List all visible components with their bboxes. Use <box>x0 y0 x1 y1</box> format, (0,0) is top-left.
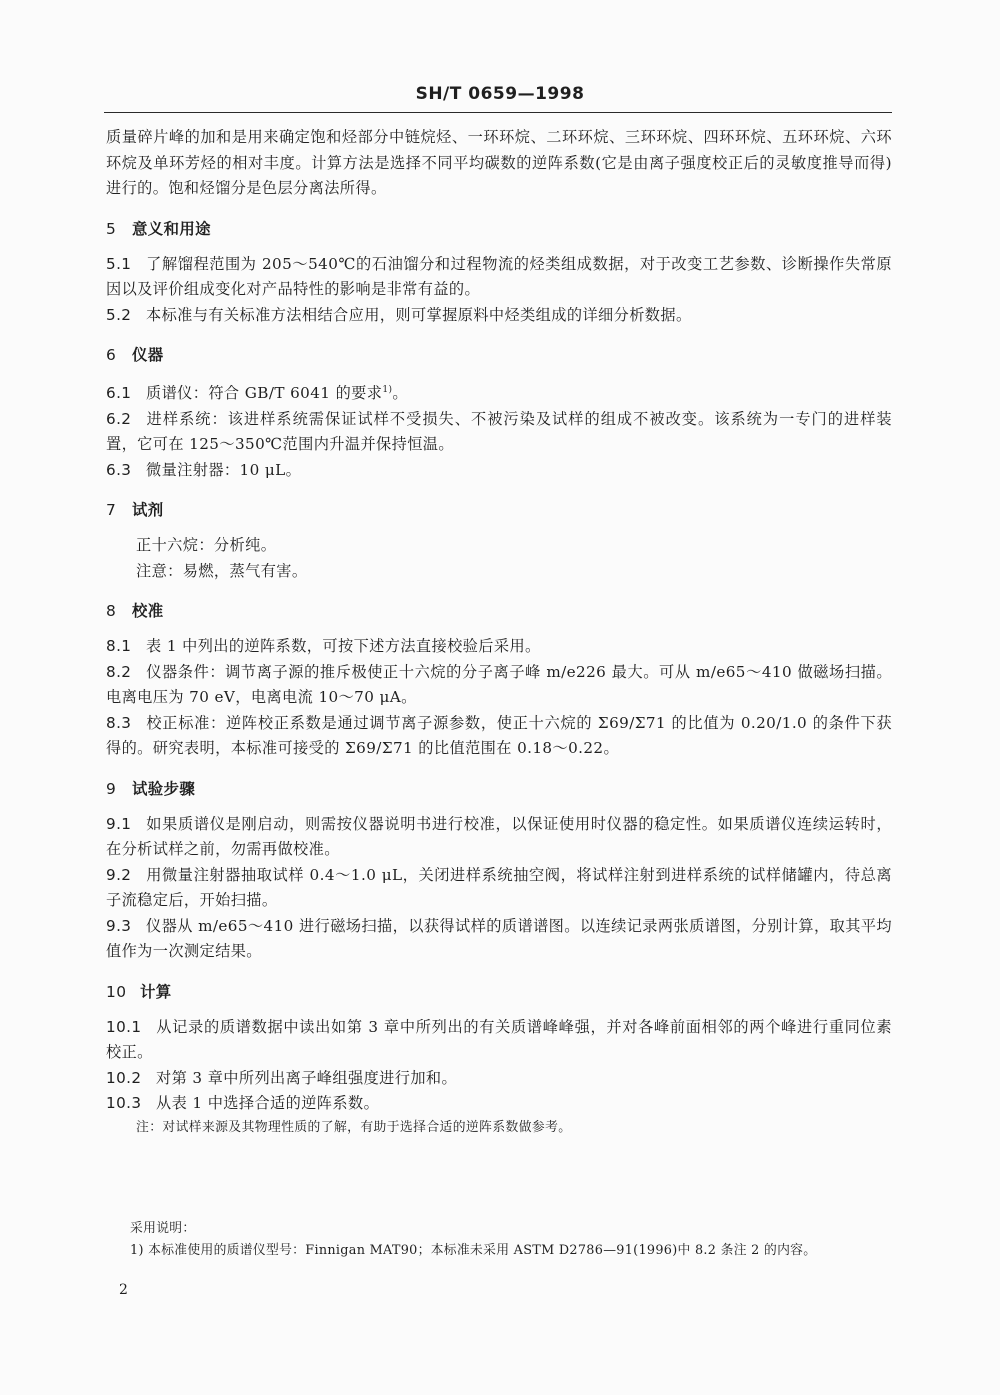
clause-6-1: 6.1 质谱仪：符合 GB/T 6041 的要求$^{1)}$。 <box>106 384 409 403</box>
clause-10-1: 10.1 从记录的质谱数据中读出如第 3 章中所列出的有关质谱峰峰强，并对各峰前面相邻的两个峰进行重同位素校正。 <box>106 1017 892 1062</box>
clause-5-1: 5.1 了解馏程范围为 205～540℃的石油馏分和过程物流的烃类组成数据，对于改变工艺参数、诊断操作失常原因以及评价组成变化对产品特性的影响是非常有益的。 <box>106 254 892 298</box>
intro-paragraph: 质量碎片峰的加和是用来确定饱和烃部分中链烷烃、一环环烷、二环环烷、三环环烷、四环环烷、五环环烷、六环环烷及单环芳烃的相对丰度。计算方法是选择不同平均碳数的逆阵系数(它是由离子强度校正后的灵敏度推导而得)进行的。饱和烃馏分是色层分离法所得。 <box>106 128 892 197</box>
page-number: 2 <box>119 1282 128 1298</box>
section-9-heading: 9 试验步骤 <box>106 779 196 798</box>
page-content <box>106 125 892 1139</box>
section-7-heading: 7 试剂 <box>106 501 164 520</box>
clause-6-2: 6.2 进样系统：该进样系统需保证试样不受损失、不被污染及试样的组成不被改变。该系统为一专门的进样装置，它可在 125～350℃范围内升温并保持恒温。 <box>106 409 892 454</box>
reagent-line: 正十六烷：分析纯。 <box>136 536 277 555</box>
clause-9-2: 9.2 用微量注射器抽取试样 0.4～1.0 μL，关闭进样系统抽空阀，将试样注射到进样系统的试样储罐内，待总离子流稳定后，开始扫描。 <box>106 865 892 910</box>
reagent-warning: 注意：易燃，蒸气有害。 <box>136 561 308 580</box>
section-10-heading: 10 计算 <box>106 982 172 1001</box>
clause-8-2: 8.2 仪器条件：调节离子源的推斥极使正十六烷的分子离子峰 m/e226 最大。可从 m/e65～410 做磁场扫描。电离电压为 70 eV，电离电流 10～70 μA。 <box>106 662 892 707</box>
footnote-1: 1) 本标准使用的质谱仪型号：Finnigan MAT90；本标准未采用 ASTM D2786—91(1996)中 8.2 条注 2 的内容。 <box>130 1243 817 1258</box>
section-6-heading: 6 仪器 <box>106 346 164 364</box>
standard-header: SH/T 0659—1998 <box>415 84 585 104</box>
clause-8-1: 8.1 表 1 中列出的逆阵系数，可按下述方法直接校验后采用。 <box>106 637 541 656</box>
adoption-notes <box>130 1218 890 1262</box>
section-8-heading: 8 校准 <box>106 602 164 621</box>
clause-9-1: 9.1 如果质谱仪是刚启动，则需按仪器说明书进行校准，以保证使用时仪器的稳定性。如果质谱仪连续运转时，在分析试样之前，勿需再做校准。 <box>106 814 892 859</box>
calculation-note: 注：对试样来源及其物理性质的了解，有助于选择合适的逆阵系数做参考。 <box>136 1119 572 1135</box>
footnote-ref: 1) <box>382 385 393 395</box>
clause-10-2: 10.2 对第 3 章中所列出离子峰组强度进行加和。 <box>106 1068 458 1087</box>
clause-5-2: 5.2 本标准与有关标准方法相结合应用，则可掌握原料中烃类组成的详细分析数据。 <box>106 305 692 324</box>
clause-9-3: 9.3 仪器从 m/e65～410 进行磁场扫描，以获得试样的质谱谱图。以连续记录两张质谱图，分别计算，取其平均值作为一次测定结果。 <box>106 916 892 961</box>
section-5-heading: 5 意义和用途 <box>106 219 211 238</box>
clause-6-3: 6.3 微量注射器：10 μL。 <box>106 460 302 479</box>
clause-8-3: 8.3 校正标准：逆阵校正系数是通过调节离子源参数，使正十六烷的 Σ69/Σ71 的比值为 0.20/1.0 的条件下获得的。研究表明，本标准可接受的 Σ69/Σ71 的比值范围在 0.18～0.22。 <box>106 713 892 758</box>
adoption-notes-title: 采用说明： <box>130 1221 196 1236</box>
header-rule <box>104 112 892 113</box>
clause-10-3: 10.3 从表 1 中选择合适的逆阵系数。 <box>106 1094 380 1113</box>
